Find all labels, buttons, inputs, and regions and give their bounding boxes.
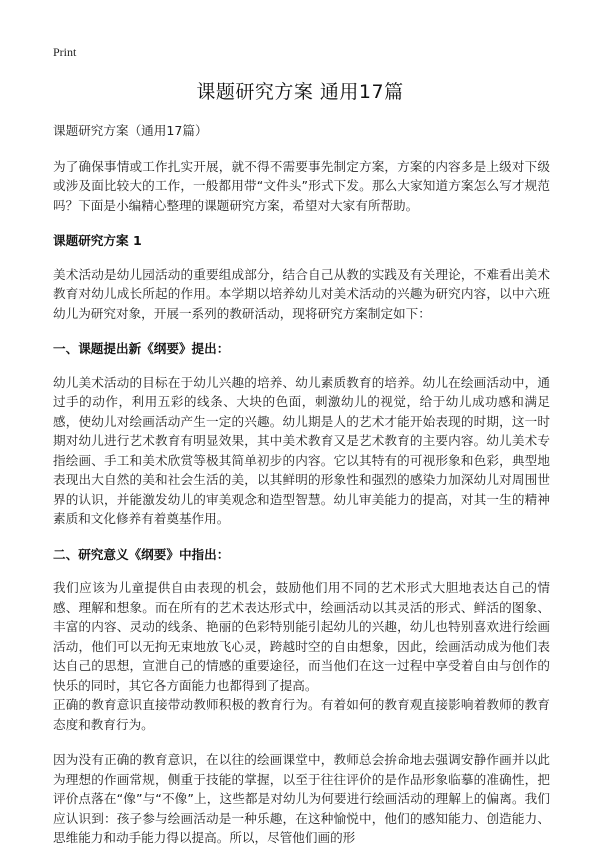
document-title: 课题研究方案 通用17篇 xyxy=(196,81,404,103)
section-paragraph: 美术活动是幼儿园活动的重要组成部分，结合自己从教的实践及有关理论，不难看出美术教育对幼儿成长所起的作用。本学期以培养幼儿对美术活动的兴趣为研究内容，以中六班幼儿为研究对象，开展一系列的教研活动，现将研究方案制定如下： xyxy=(53,266,550,321)
print-label: Print xyxy=(53,45,77,59)
intro-paragraph: 为了确保事情或工作扎实开展，就不得不需要事先制定方案，方案的内容多是上级对下级或涉及面比较大的工作，一般都用带“文件头”形式下发。那么大家知道方案怎么写才规范吗？下面是小编精心整理的课题研究方案，希望对大家有所帮助。 xyxy=(53,158,550,213)
paragraph-1: 幼儿美术活动的目标在于幼儿兴趣的培养、幼儿素质教育的培养。幼儿在绘画活动中，通过手的动作，利用五彩的线条、大块的色面，刺激幼儿的视觉，给于幼儿成功感和满足感，使幼儿对绘画活动产生一定的兴趣。幼儿期是人的艺术才能开始表现的时期，这一时期对幼儿进行艺术教育有明显效果，其中美术教育又是艺术教育的主要内容。幼儿美术专指绘画、手工和美术欣赏等极其简单初步的内容。它以其特有的可视形象和色彩，典型地表现出大自然的美和社会生活的美，以其鲜明的形象性和强烈的感染力加深幼儿对周围世界的认识，并能激发幼儿的审美观念和造型智慧。幼儿审美能力的提高，对其一生的精神素质和文化修养有着奠基作用。 xyxy=(53,374,550,526)
paragraph-3: 正确的教育意识直接带动教师积极的教育行为。有着如何的教育观直接影响着教师的教育态度和教育行为。 xyxy=(53,697,550,732)
document-subtitle: 课题研究方案（通用17篇） xyxy=(53,123,208,138)
section-heading: 课题研究方案 1 xyxy=(53,233,142,248)
paragraph-2: 我们应该为儿童提供自由表现的机会，鼓励他们用不同的艺术形式大胆地表达自己的情感、理解和想象。而在所有的艺术表达形式中，绘画活动以其灵活的形式、鲜活的图象、丰富的内容、灵动的线条、艳丽的色彩特别能引起幼儿的兴趣，幼儿也特别喜欢进行绘画活动，他们可以无拘无束地放飞心灵，跨越时空的自由想象，因此，绘画活动成为他们表达自己的思想，宣泄自己的情感的重要途径，而当他们在这一过程中享受着自由与创作的快乐的同时，其它各方面能力也都得到了提高。 xyxy=(53,580,550,693)
subsection-heading-1: 一、课题提出新《纲要》提出： xyxy=(53,341,230,356)
document-body xyxy=(53,121,550,848)
paragraph-4: 因为没有正确的教育意识，在以往的绘画课堂中，教师总会拚命地去强调安静作画并以此为理想的作画常规，侧重于技能的掌握，以至于往往评价的是作品形象临摹的准确性，把评价点落在“像”与“不像”上，这些都是对幼儿为何要进行绘画活动的理解上的偏离。我们应认识到：孩子参与绘画活动是一种乐趣，在这种愉悦中，他们的感知能力、创造能力、思维能力和动手能力得以提高。所以，尽管他们画的形 xyxy=(53,752,550,845)
subsection-heading-2: 二、研究意义《纲要》中指出： xyxy=(53,546,230,562)
